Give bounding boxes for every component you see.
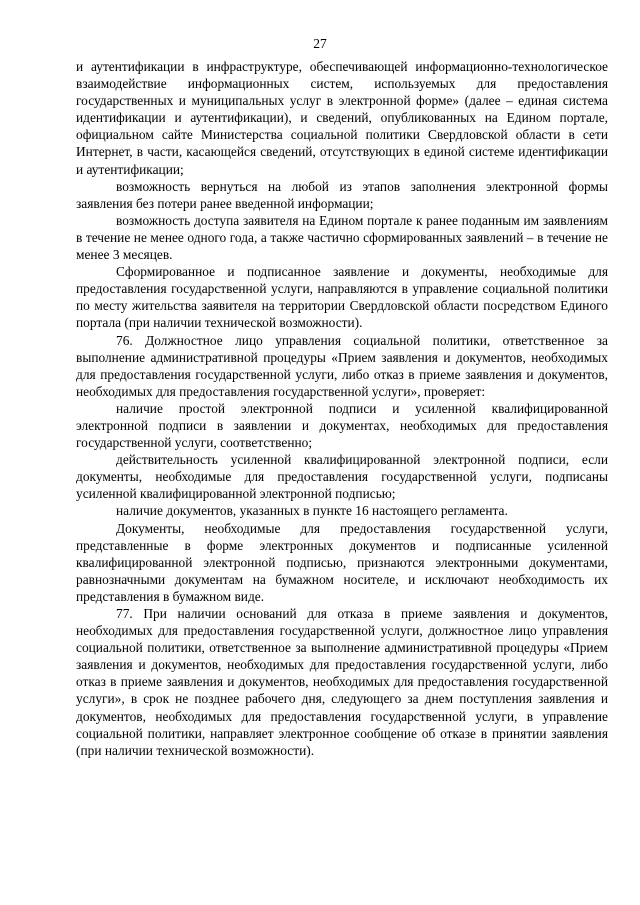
paragraph: наличие документов, указанных в пункте 16 настоящего регламента. <box>116 503 508 519</box>
paragraph: Сформированное и подписанное заявление и документы, необходимые для предоставления государственной услуги, направляются в управление социальной политики по месту жительства заявителя на территории Свердловской области посредством Единого портала (при наличии технической возможности). <box>76 264 608 331</box>
document-body <box>76 58 608 759</box>
paragraph-continuation: и аутентификации в инфраструктуре, обеспечивающей информационно-технологическое взаимодействие информационных систем, используемых для предоставления государственных и муниципальных услуг в электронной форме» (далее – единая система идентификации и аутентификации), и сведений, опубликованных на Едином портале, официальном сайте Министерства социальной политики Свердловской области в сети Интернет, в части, касающейся сведений, отсутствующих в единой системе идентификации и аутентификации; <box>76 59 608 177</box>
paragraph: наличие простой электронной подписи и усиленной квалифицированной электронной подписи в заявлении и документах, необходимых для предоставления государственной услуги, соответственно; <box>76 400 608 451</box>
paragraph-item-77: 77. При наличии оснований для отказа в приеме заявления и документов, необходимых для предоставления государственной услуги, должностное лицо управления социальной политики, ответственное за выполнение административной процедуры «Прием заявления и документов, необходимых для предоставления государственной услуги, либо отказ в приеме заявления и документов, необходимых для предоставления государственной услуги», в срок не позднее рабочего дня, следующего за днем поступления заявления и документов, необходимых для предоставления государственной услуги, в управление социальной политики, направляет электронное сообщение об отказе в принятии заявления (при наличии технической возможности). <box>76 606 608 758</box>
page-number: 27 <box>313 36 327 51</box>
paragraph: Документы, необходимые для предоставления государственной услуги, представленные в форме электронных документов и подписанные усиленной квалифицированной электронной подписью, признаются электронными документами, равнозначными документам на бумажном носителе, и исключают необходимость их представления в бумажном виде. <box>76 520 608 604</box>
paragraph: возможность вернуться на любой из этапов заполнения электронной формы заявления без потери ранее введенной информации; <box>76 178 608 211</box>
paragraph: возможность доступа заявителя на Едином портале к ранее поданным им заявлениям в течение не менее одного года, а также частично сформированных заявлений – в течение не менее 3 месяцев. <box>76 212 608 263</box>
paragraph-item-76: 76. Должностное лицо управления социальной политики, ответственное за выполнение административной процедуры «Прием заявления и документов, необходимых для предоставления государственной услуги, либо отказ в приеме заявления и документов, необходимых для предоставления государственной услуги», проверяет: <box>76 332 608 399</box>
paragraph: действительность усиленной квалифицированной электронной подписи, если документы, необходимые для предоставления государственной услуги, подписаны усиленной квалифицированной электронной подписью; <box>76 452 608 502</box>
